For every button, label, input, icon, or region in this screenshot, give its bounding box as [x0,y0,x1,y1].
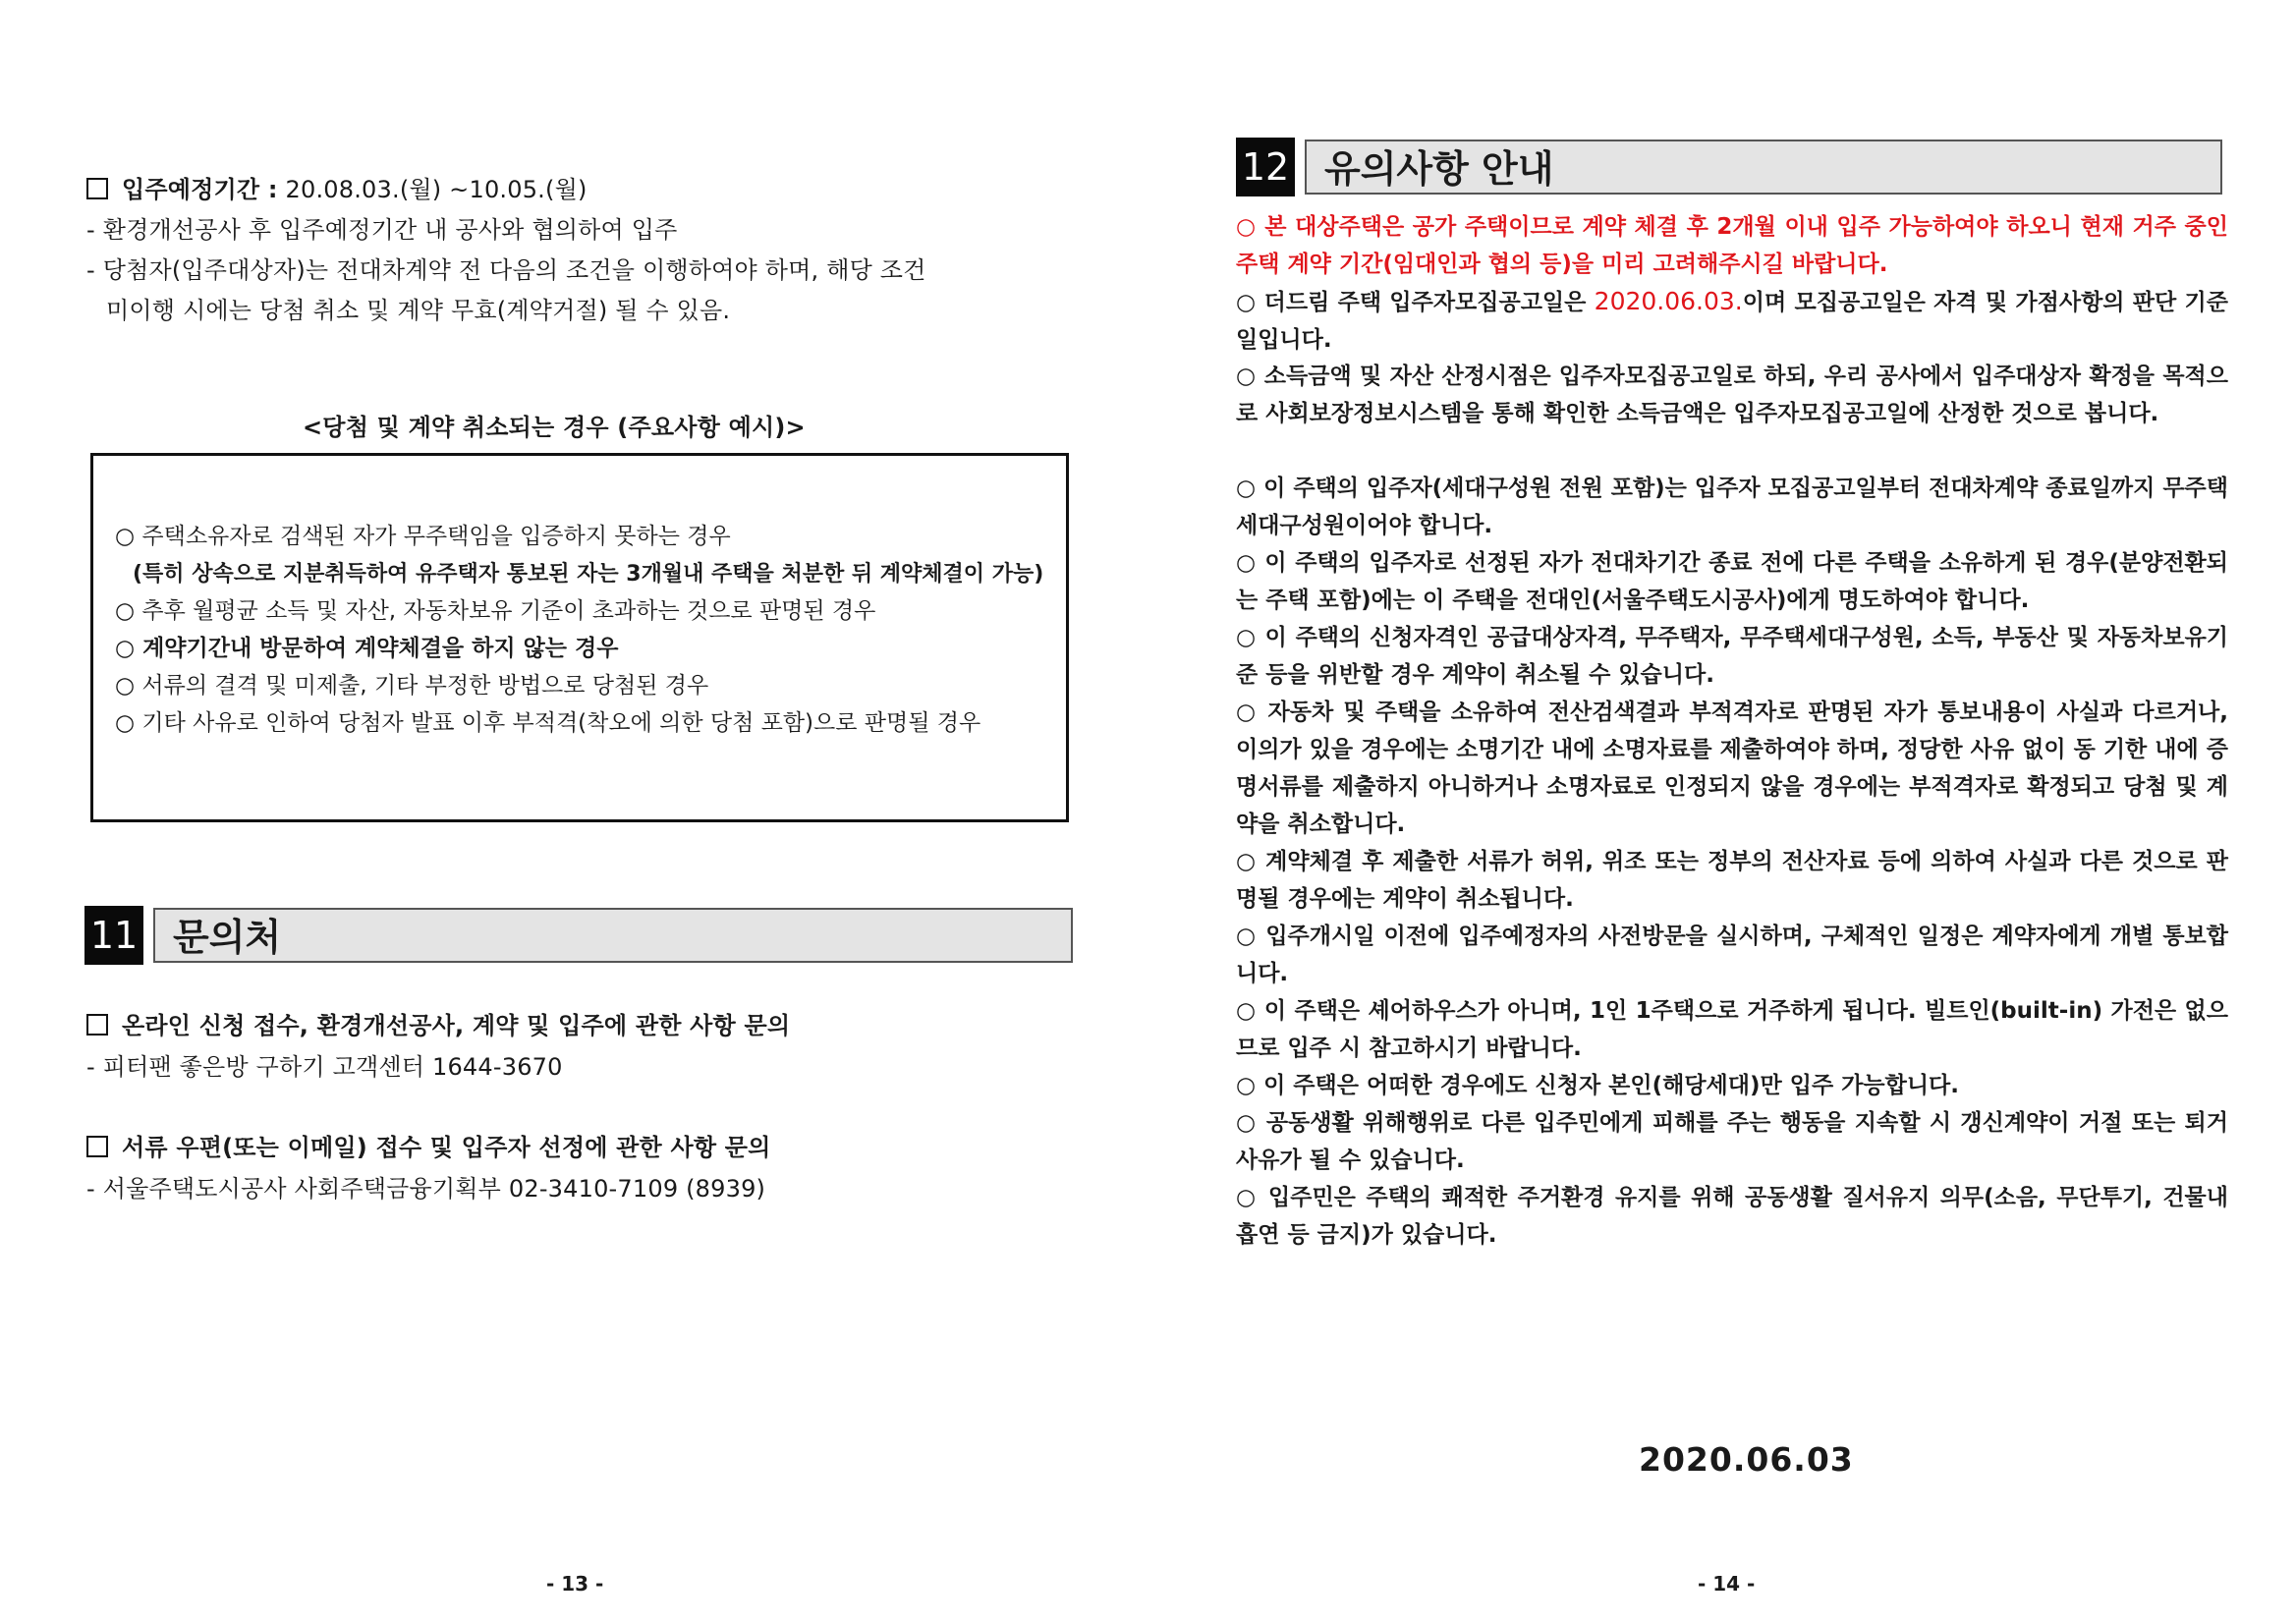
notice-1: ○ 본 대상주택은 공가 주택이므로 계약 체결 후 2개월 이내 입주 가능하여야 하오니 현재 거주 중인 주택 계약 기간(임대인과 협의 등)을 미리 고려해주시길 바랍니다. [1236,214,2228,277]
move-in-line-3: 미이행 시에는 당첨 취소 및 계약 무효(계약거절) 될 수 있음. [106,297,731,324]
section-11-number: 11 [84,906,143,965]
notice-9: ○ 입주개시일 이전에 입주예정자의 사전방문을 실시하며, 구체적인 일정은 계약자에게 개별 통보합니다. [1236,924,2228,986]
cancel-box-title: <당첨 및 계약 취소되는 경우 (주요사항 예시)> [303,414,806,441]
checkbox-square-icon [86,1136,108,1157]
move-in-line-1: - 환경개선공사 후 입주예정기간 내 공사와 협의하여 입주 [86,216,678,244]
notice-3: ○ 소득금액 및 자산 산정시점은 입주자모집공고일로 하되, 우리 공사에서 입주대상자 확정을 목적으로 사회보장정보시스템을 통해 확인한 소득금액은 입주자모집공고일에 산정한 것으로 봅니다. [1236,364,2228,426]
cancel-item-2: ○ 추후 월평균 소득 및 자산, 자동차보유 기준이 초과하는 것으로 판명된 경우 [115,598,876,624]
checkbox-square-icon [86,178,108,199]
notice-4: ○ 이 주택의 입주자(세대구성원 전원 포함)는 입주자 모집공고일부터 전대차계약 종료일까지 무주택세대구성원이어야 합니다. [1236,476,2228,538]
inquiry-1 [86,1008,790,1043]
notice-11: ○ 이 주택은 어떠한 경우에도 신청자 본인(해당세대)만 입주 가능합니다. [1236,1073,1959,1098]
move-in-line-2: - 당첨자(입주대상자)는 전대차계약 전 다음의 조건을 이행하여야 하며, 해당 조건 [86,256,926,284]
cancel-item-3: ○ 계약기간내 방문하여 계약체결을 하지 않는 경우 [115,636,619,661]
inquiry-1-question: 온라인 신청 접수, 환경개선공사, 계약 및 입주에 관한 사항 문의 [122,1012,791,1039]
notice-10: ○ 이 주택은 셰어하우스가 아니며, 1인 1주택으로 거주하게 됩니다. 빌트인(built-in) 가전은 없으므로 입주 시 참고하시기 바랍니다. [1236,998,2228,1061]
page-number-14: - 14 - [1698,1572,1756,1596]
notice-5: ○ 이 주택의 입주자로 선정된 자가 전대차기간 종료 전에 다른 주택을 소유하게 된 경우(분양전환되는 주택 포함)에는 이 주택을 전대인(서울주택도시공사)에게 명도하여야 합니다. [1236,550,2228,613]
notice-12: ○ 공동생활 위해행위로 다른 입주민에게 피해를 주는 행동을 지속할 시 갱신계약이 거절 또는 퇴거 사유가 될 수 있습니다. [1236,1110,2228,1173]
cancel-conditions-box [90,453,1069,822]
move-in-period [86,172,588,207]
inquiry-2-question: 서류 우편(또는 이메일) 접수 및 입주자 선정에 관한 사항 문의 [122,1134,771,1161]
inquiry-2-contact: - 서울주택도시공사 사회주택금융기획부 02-3410-7109 (8939) [86,1175,766,1203]
announcement-date: 2020.06.03 [1639,1440,1854,1479]
notice-7: ○ 자동차 및 주택을 소유하여 전산검색결과 부적격자로 판명된 자가 통보내용이 사실과 다르거나, 이의가 있을 경우에는 소명기간 내에 소명자료를 제출하여야 하며, 정당한 사유 없이 동 기한 내에 증명서류를 제출하지 아니하거나 소명자료로 인정되지 않을 경우에는 부적격자로 확정되고 당첨 및 계약을 취소합니다. [1236,700,2228,837]
checkbox-square-icon [86,1014,108,1036]
inquiry-1-contact: - 피터팬 좋은방 구하기 고객센터 1644-3670 [86,1053,563,1081]
notice-2: ○ 더드림 주택 입주자모집공고일은 2020.06.03.이며 모집공고일은 자격 및 가점사항의 판단 기준일입니다. [1236,287,2228,353]
section-12-title: 유의사항 안내 [1305,140,2222,195]
page-number-13: - 13 - [546,1572,604,1596]
section-11-title: 문의처 [153,908,1073,963]
inquiry-2 [86,1130,771,1165]
cancel-item-1-note: (특히 상속으로 지분취득하여 유주택자 통보된 자는 3개월내 주택을 처분한 뒤 계약체결이 가능) [133,562,1044,587]
cancel-item-4: ○ 서류의 결격 및 미제출, 기타 부정한 방법으로 당첨된 경우 [115,673,709,699]
cancel-item-1: ○ 주택소유자로 검색된 자가 무주택임을 입증하지 못하는 경우 [115,524,731,549]
right-page [1148,0,2296,1624]
section-12-number: 12 [1236,138,1295,196]
notice-2-date: 2020.06.03. [1594,287,1743,315]
move-in-label: 입주예정기간 : [122,176,278,203]
move-in-dates: 20.08.03.(월) ~10.05.(월) [285,176,588,203]
cancel-item-5: ○ 기타 사유로 인하여 당첨자 발표 이후 부적격(착오에 의한 당첨 포함)으로 판명될 경우 [115,710,981,736]
notice-13: ○ 입주민은 주택의 쾌적한 주거환경 유지를 위해 공동생활 질서유지 의무(소음, 무단투기, 건물내 흡연 등 금지)가 있습니다. [1236,1185,2228,1248]
notice-6: ○ 이 주택의 신청자격인 공급대상자격, 무주택자, 무주택세대구성원, 소득, 부동산 및 자동차보유기준 등을 위반할 경우 계약이 취소될 수 있습니다. [1236,625,2228,688]
notice-8: ○ 계약체결 후 제출한 서류가 허위, 위조 또는 정부의 전산자료 등에 의하여 사실과 다른 것으로 판명될 경우에는 계약이 취소됩니다. [1236,849,2228,912]
